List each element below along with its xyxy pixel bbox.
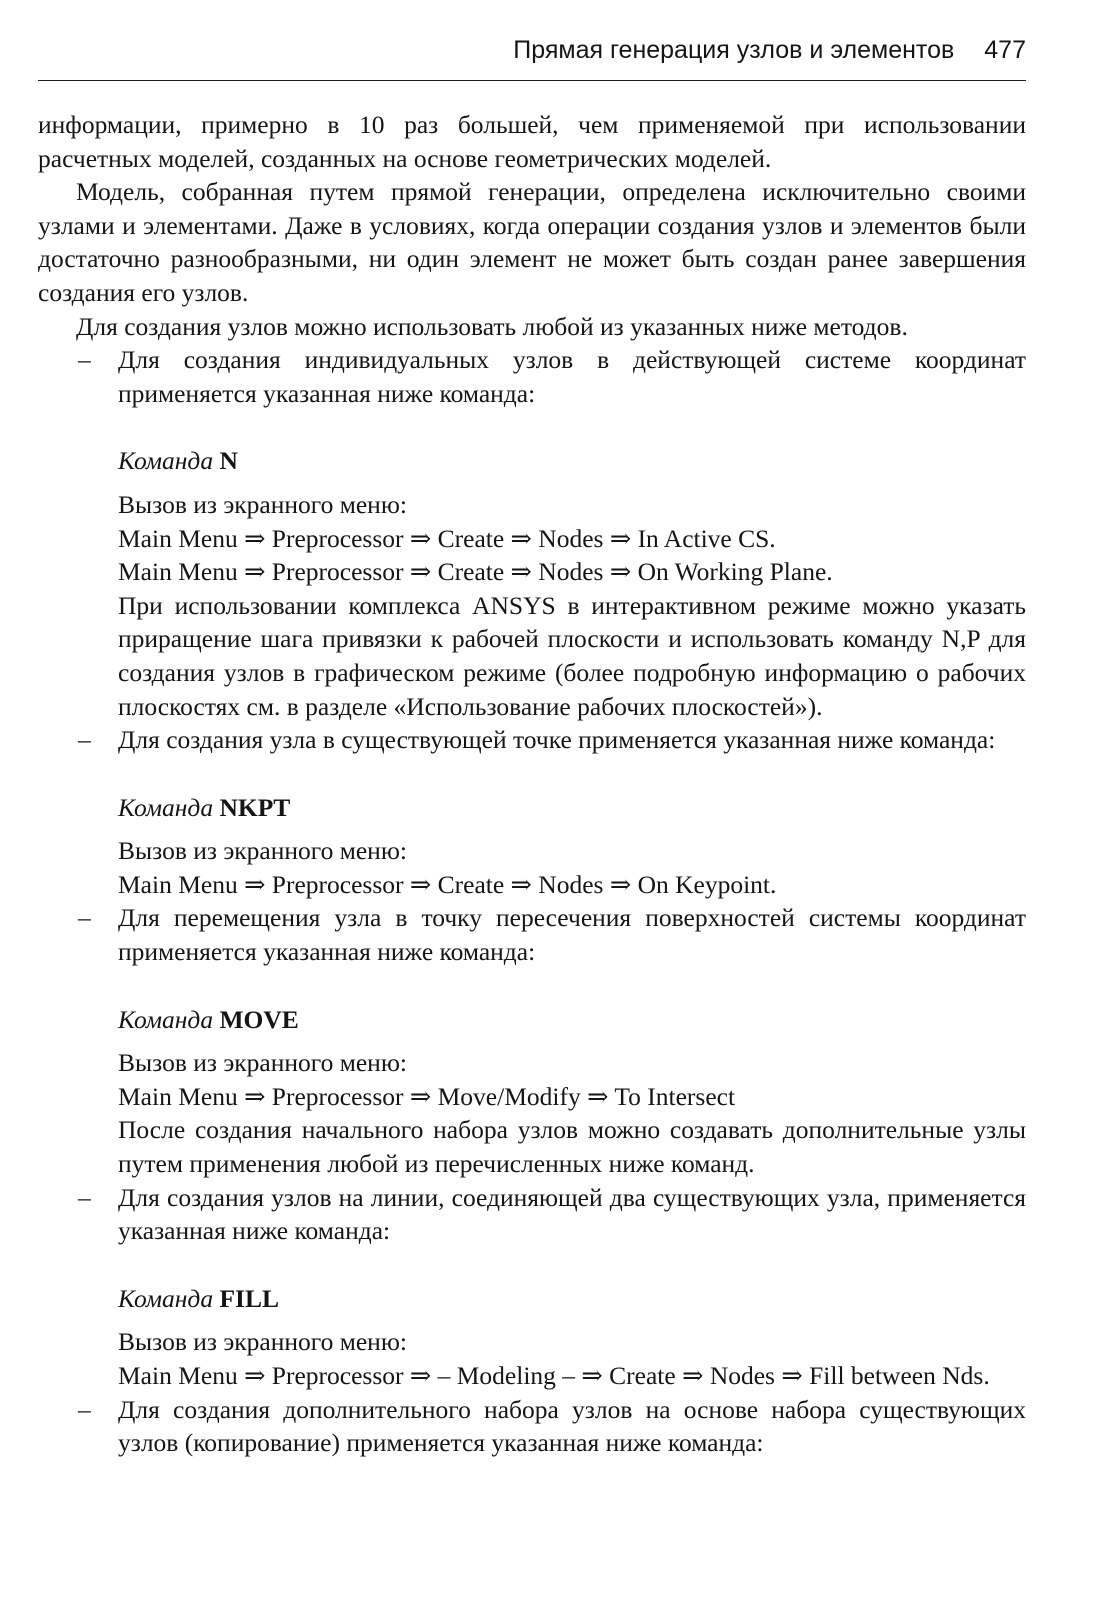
menu-call-label: Вызов из экранного меню: bbox=[118, 1327, 407, 1357]
menu-path: Main Menu ⇒ Preprocessor ⇒ Create ⇒ Nodes ⇒ In Active CS. bbox=[118, 523, 776, 553]
menu-path: Main Menu ⇒ Preprocessor ⇒ Create ⇒ Nodes ⇒ On Keypoint. bbox=[118, 869, 777, 899]
command-heading bbox=[118, 1282, 1026, 1316]
menu-call-label: Вызов из экранного меню: bbox=[118, 489, 407, 519]
list-dash: – bbox=[78, 725, 91, 755]
list-dash: – bbox=[78, 1182, 91, 1212]
command-heading bbox=[118, 444, 1026, 478]
list-dash: – bbox=[78, 345, 91, 375]
command-block-fill bbox=[38, 1282, 1026, 1393]
page-number: 477 bbox=[984, 36, 1026, 64]
list-item-text: Для создания индивидуальных узлов в действующей системе координат применяется указанная ниже команда: bbox=[118, 345, 1026, 408]
list-item-fill-line bbox=[38, 1181, 1026, 1248]
page-header bbox=[38, 36, 1026, 81]
menu-path: Main Menu ⇒ Preprocessor ⇒ Move/Modify ⇒ To Intersect bbox=[118, 1081, 736, 1111]
paragraph-methods: Для создания узлов можно использовать любой из указанных ниже методов. bbox=[76, 311, 908, 341]
list-item-copy-nodes bbox=[38, 1393, 1026, 1460]
list-item-text: Для перемещения узла в точку пересечения поверхностей системы координат применяется указанная ниже команда: bbox=[118, 903, 1026, 967]
list-item-text: Для создания узла в существующей точке применяется указанная ниже команда: bbox=[118, 725, 996, 755]
running-title: Прямая генерация узлов и элементов bbox=[513, 36, 955, 64]
menu-path: Main Menu ⇒ Preprocessor ⇒ – Modeling – ⇒ Create ⇒ Nodes ⇒ Fill between Nds. bbox=[118, 1361, 990, 1390]
paragraph-additional-nodes: После создания начального набора узлов можно создавать дополнительные узлы путем применения любой из перечисленных ниже команд. bbox=[118, 1115, 1026, 1179]
command-word: Команда bbox=[118, 1283, 214, 1313]
page-body bbox=[38, 108, 1026, 1460]
command-block-nkpt bbox=[38, 791, 1026, 902]
command-word: Команда bbox=[118, 792, 214, 822]
list-item-text: Для создания узлов на линии, соединяющей два существующих узла, применяется указанная ниже команда: bbox=[118, 1182, 1026, 1246]
command-name: MOVE bbox=[219, 1004, 299, 1034]
command-name: NKPT bbox=[219, 792, 291, 822]
list-item-text: Для создания дополнительного набора узлов на основе набора существующих узлов (копирование) применяется указанная ниже команда: bbox=[118, 1394, 1026, 1458]
paragraph-continued: информации, примерно в 10 раз большей, чем применяемой при использовании расчетных моделей, созданных на основе геометрических моделей. bbox=[38, 110, 1026, 173]
command-note: При использовании комплекса ANSYS в интерактивном режиме можно указать приращение шага привязки к рабочей плоскости и использовать команду N,P для создания узлов в графическом режиме (более подробную информацию о рабочих плоскостях см. в разделе «Использование рабочих плоскостей»). bbox=[118, 590, 1026, 721]
command-block-move bbox=[38, 1003, 1026, 1181]
menu-call-label: Вызов из экранного меню: bbox=[118, 1048, 407, 1078]
list-item-individual-nodes bbox=[38, 343, 1026, 410]
list-item-existing-point bbox=[38, 723, 1026, 757]
list-item-move-node bbox=[38, 901, 1026, 968]
command-heading bbox=[118, 791, 1026, 825]
command-word: Команда bbox=[118, 1004, 214, 1034]
list-dash: – bbox=[78, 1394, 91, 1424]
command-word: Команда bbox=[118, 446, 214, 476]
list-dash: – bbox=[78, 903, 91, 933]
menu-path: Main Menu ⇒ Preprocessor ⇒ Create ⇒ Nodes ⇒ On Working Plane. bbox=[118, 557, 833, 587]
paragraph-model: Модель, собранная путем прямой генерации, определена исключительно своими узлами и элементами. Даже в условиях, когда операции создания узлов и элементов были достаточно разнообразными, ни один элемент не может быть создан ранее завершения создания его узлов. bbox=[38, 177, 1026, 307]
command-name: N bbox=[219, 446, 238, 476]
command-heading bbox=[118, 1003, 1026, 1037]
command-block-n bbox=[38, 444, 1026, 723]
menu-call-label: Вызов из экранного меню: bbox=[118, 836, 407, 866]
command-name: FILL bbox=[219, 1283, 279, 1313]
